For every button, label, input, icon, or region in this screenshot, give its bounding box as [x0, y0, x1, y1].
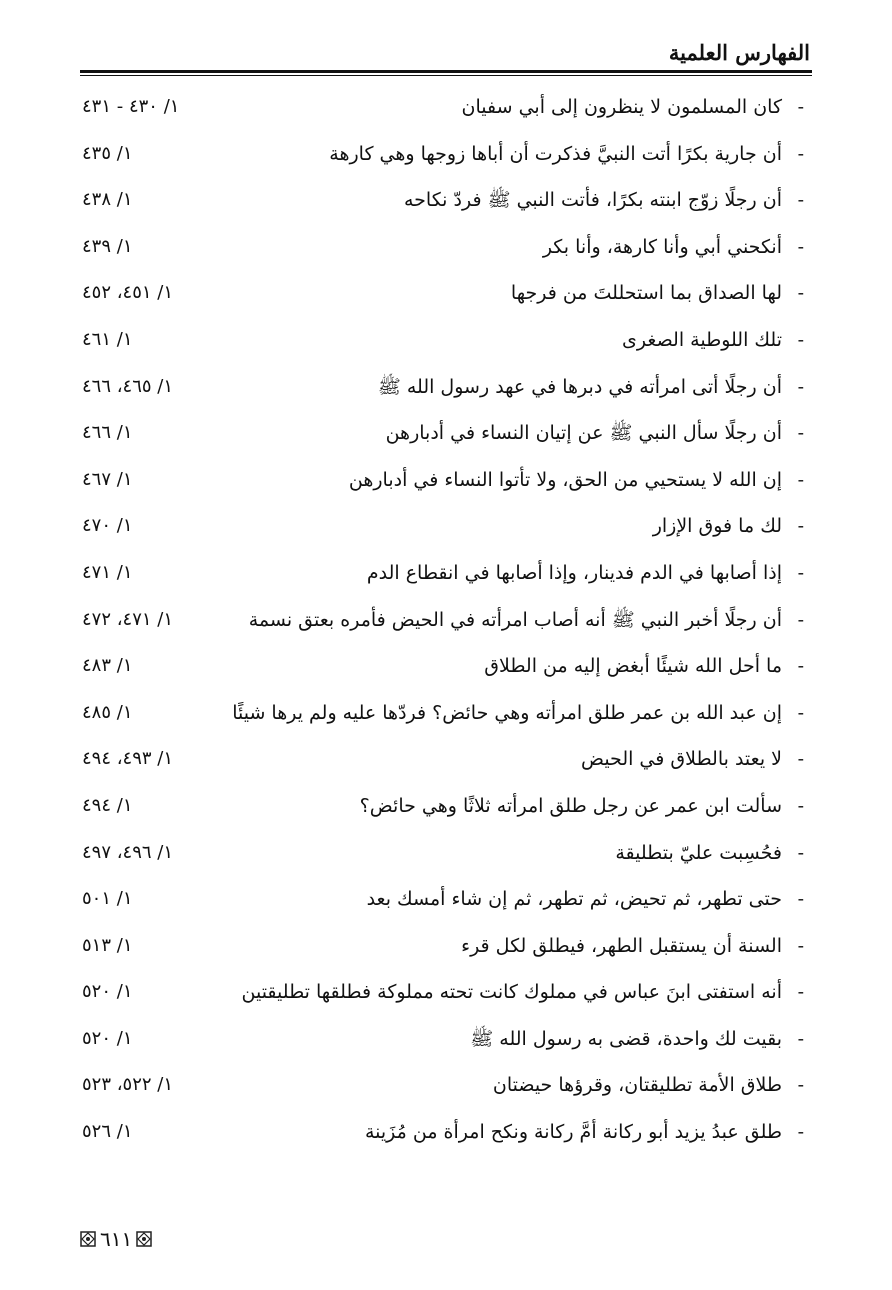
entry-reference: ١/ ٥٢٠: [82, 981, 133, 1003]
entry-dash: -: [797, 608, 804, 631]
entry-text: إذا أصابها في الدم فدينار، وإذا أصابها في انقطاع الدم: [366, 561, 782, 584]
entry-reference: ١/ ٤٧٠: [82, 515, 133, 537]
entry-dash: -: [797, 701, 804, 724]
ornament-left-icon: [80, 1231, 96, 1247]
entry-dash: -: [797, 282, 804, 305]
entry-reference: ١/ ٤٣٥: [82, 142, 133, 164]
entry-reference: ١/ ٥٠١: [82, 888, 133, 910]
entry-dash: -: [797, 934, 804, 957]
entry-reference: ١/ ٥٢٦: [82, 1121, 133, 1143]
index-entry: [80, 969, 812, 1016]
entry-text: لا يعتد بالطلاق في الحيض: [581, 748, 782, 771]
entry-text: لك ما فوق الإزار: [652, 515, 782, 538]
entry-dash: -: [797, 1121, 804, 1144]
entry-reference: ١/ ٤٣٩: [82, 235, 133, 257]
ornament-right-icon: [136, 1231, 152, 1247]
entry-text: أنه استفتى ابنَ عباس في مملوك كانت تحته مملوكة فطلقها تطليقتين: [241, 981, 782, 1004]
entry-reference: ١/ ٥٢٠: [82, 1027, 133, 1049]
index-entry: [80, 690, 812, 737]
index-entry: [80, 1016, 812, 1063]
index-entry: [80, 643, 812, 690]
index-entry: [80, 457, 812, 504]
index-entry: [80, 317, 812, 364]
entry-dash: -: [797, 1074, 804, 1097]
entry-dash: -: [797, 1027, 804, 1050]
entry-reference: ١/ ٥١٣: [82, 934, 133, 956]
entry-text: تلك اللوطية الصغرى: [622, 328, 782, 351]
entry-dash: -: [797, 328, 804, 351]
entry-reference: ١/ ٤٧١، ٤٧٢: [82, 608, 174, 630]
header-title: الفهارس العلمية: [668, 40, 810, 65]
entry-text: أنكحني أبي وأنا كارهة، وأنا بكر: [542, 235, 782, 258]
entry-text: أن رجلًا زوّج ابنته بكرًا، فأتت النبي ﷺ فردّ نكاحه: [403, 189, 782, 212]
entry-text: سألت ابن عمر عن رجل طلق امرأته ثلاثًا وهي حائض؟: [359, 794, 782, 817]
entry-reference: ١/ ٤٥١، ٤٥٢: [82, 282, 174, 304]
entry-reference: ١/ ٤٣٠ - ٤٣١: [82, 96, 180, 117]
header-rule-thick: [80, 70, 812, 73]
entry-dash: -: [797, 981, 804, 1004]
entry-dash: -: [797, 189, 804, 212]
index-entry: [80, 177, 812, 224]
entry-dash: -: [797, 841, 804, 864]
index-entry: [80, 830, 812, 877]
entry-text: إن الله لا يستحيي من الحق، ولا تأتوا النساء في أدبارهن: [348, 468, 782, 491]
entry-text: ما أحل الله شيئًا أبغض إليه من الطلاق: [484, 655, 782, 678]
entry-reference: ١/ ٤٨٣: [82, 655, 133, 677]
page-footer: [80, 1224, 152, 1254]
entry-dash: -: [797, 142, 804, 165]
entry-reference: ١/ ٤٣٨: [82, 189, 133, 211]
running-header: [80, 38, 810, 70]
index-entry: [80, 1109, 812, 1156]
header-rule-thin: [80, 75, 812, 76]
index-entry: [80, 597, 812, 644]
entry-dash: -: [797, 561, 804, 584]
entry-reference: ١/ ٤٩٣، ٤٩٤: [82, 748, 174, 770]
index-entry: [80, 876, 812, 923]
entry-reference: ١/ ٤٦١: [82, 328, 133, 350]
entry-text: لها الصداق بما استحللتَ من فرجها: [510, 282, 782, 305]
index-entry: [80, 224, 812, 271]
index-entry: [80, 364, 812, 411]
entry-reference: ١/ ٤٦٧: [82, 468, 133, 490]
entry-reference: ١/ ٤٩٤: [82, 794, 133, 816]
index-entry: [80, 503, 812, 550]
entry-text: أن رجلًا أتى امرأته في دبرها في عهد رسول الله ﷺ: [377, 375, 782, 398]
entry-dash: -: [797, 748, 804, 771]
entry-reference: ١/ ٤٦٥، ٤٦٦: [82, 375, 174, 397]
entry-text: حتى تطهر، ثم تحيض، ثم تطهر، ثم إن شاء أمسك بعد: [366, 888, 782, 911]
index-entry: [80, 736, 812, 783]
entry-reference: ١/ ٤٩٦، ٤٩٧: [82, 841, 174, 863]
index-entries-list: [80, 84, 812, 1156]
page-number: ٦١١: [100, 1227, 133, 1251]
entry-text: كان المسلمون لا ينظرون إلى أبي سفيان: [461, 96, 782, 118]
entry-reference: ١/ ٤٨٥: [82, 701, 133, 723]
entry-dash: -: [797, 655, 804, 678]
entry-text: السنة أن يستقبل الطهر، فيطلق لكل قرء: [461, 934, 782, 957]
index-entry: [80, 550, 812, 597]
entry-text: طلق عبدُ يزيد أبو ركانة أمَّ ركانة ونكح امرأة من مُزَينة: [364, 1121, 782, 1144]
entry-dash: -: [797, 235, 804, 258]
entry-dash: -: [797, 515, 804, 538]
entry-text: أن رجلًا سأل النبي ﷺ عن إتيان النساء في أدبارهن: [385, 422, 782, 445]
index-entry: [80, 1062, 812, 1109]
entry-dash: -: [797, 422, 804, 445]
entry-dash: -: [797, 96, 804, 118]
entry-dash: -: [797, 794, 804, 817]
entry-text: أن رجلًا أخبر النبي ﷺ أنه أصاب امرأته في الحيض فأمره بعتق نسمة: [248, 608, 782, 631]
entry-text: طلاق الأمة تطليقتان، وقرؤها حيضتان: [492, 1074, 782, 1097]
entry-dash: -: [797, 888, 804, 911]
entry-text: بقيت لك واحدة، قضى به رسول الله ﷺ: [470, 1027, 782, 1050]
index-entry: [80, 84, 812, 131]
index-entry: [80, 131, 812, 178]
entry-text: إن عبد الله بن عمر طلق امرأته وهي حائض؟ فردّها عليه ولم يرها شيئًا: [232, 701, 782, 724]
entry-dash: -: [797, 468, 804, 491]
entry-reference: ١/ ٥٢٢، ٥٢٣: [82, 1074, 174, 1096]
entry-reference: ١/ ٤٦٦: [82, 422, 133, 444]
entry-reference: ١/ ٤٧١: [82, 561, 133, 583]
entry-dash: -: [797, 375, 804, 398]
index-entry: [80, 783, 812, 830]
index-entry: [80, 410, 812, 457]
entry-text: فحُسِبت عليّ بتطليقة: [615, 841, 782, 864]
entry-text: أن جارية بكرًا أتت النبيَّ فذكرت أن أباها زوجها وهي كارهة: [329, 142, 782, 165]
index-entry: [80, 270, 812, 317]
index-entry: [80, 923, 812, 970]
